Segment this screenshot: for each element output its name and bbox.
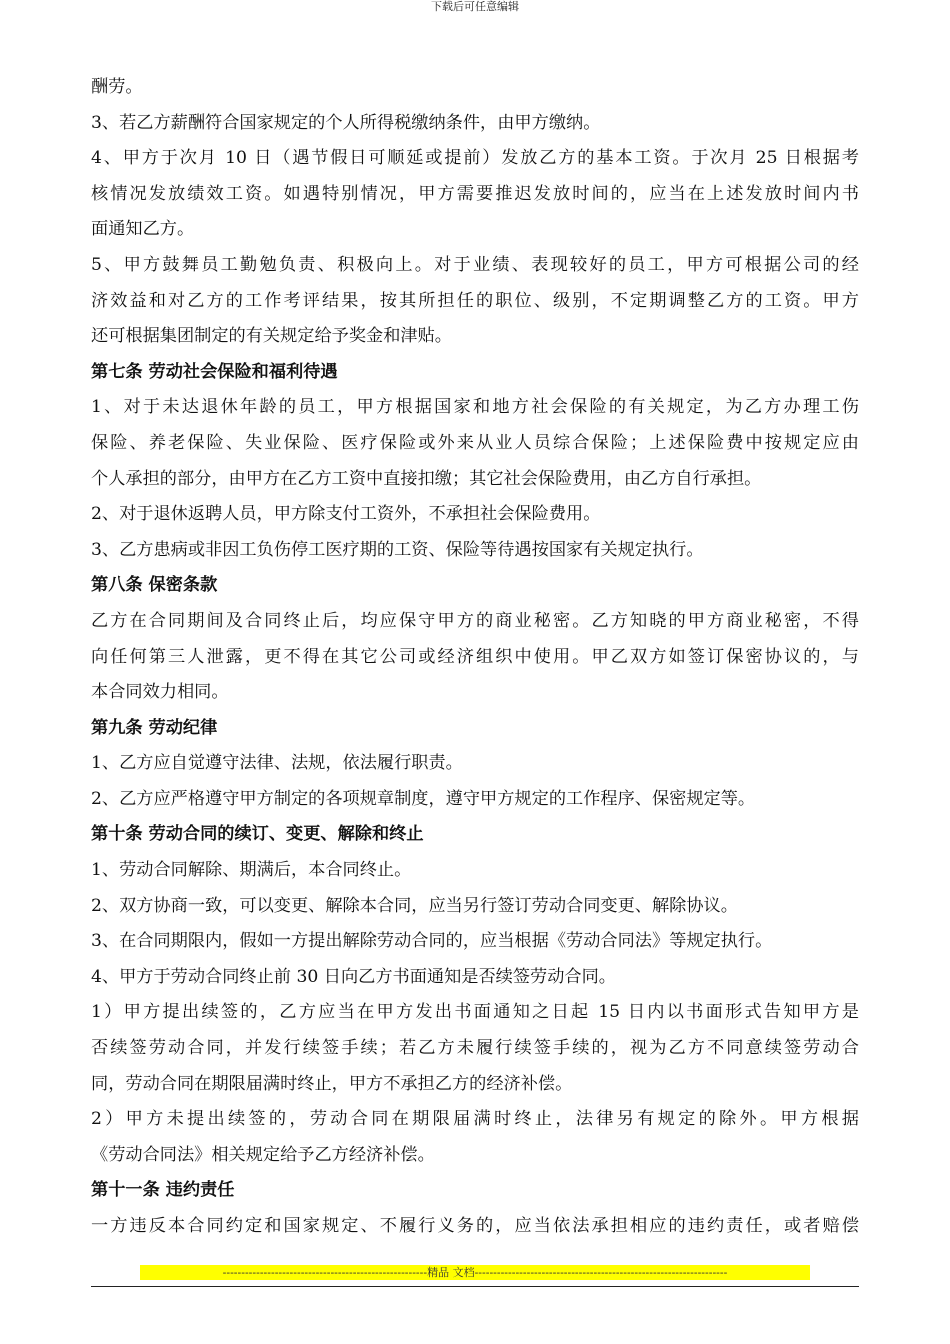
paragraph-line: 向任何第三人泄露，更不得在其它公司或经济组织中使用。甲乙双方如签订保密协议的，与: [91, 646, 859, 667]
paragraph-line: 保险、养老保险、失业保险、医疗保险或外来从业人员综合保险；上述保险费中按规定应由: [91, 432, 859, 453]
paragraph-line: 2、乙方应严格遵守甲方制定的各项规章制度，遵守甲方规定的工作程序、保密规定等。: [91, 788, 756, 809]
page-header-note: 下载后可任意编辑: [431, 0, 519, 13]
paragraph-line: 4、甲方于劳动合同终止前 30 日向乙方书面通知是否续签劳动合同。: [91, 966, 616, 987]
section-heading: 第七条 劳动社会保险和福利待遇: [91, 361, 338, 382]
paragraph-line: 乙方在合同期间及合同终止后，均应保守甲方的商业秘密。乙方知晓的甲方商业秘密，不得: [91, 610, 859, 631]
paragraph-line: 3、若乙方薪酬符合国家规定的个人所得税缴纳条件，由甲方缴纳。: [91, 112, 601, 133]
paragraph-line: 1、对于未达退休年龄的员工，甲方根据国家和地方社会保险的有关规定，为乙方办理工伤: [91, 397, 859, 418]
paragraph-line: 4、甲方于次月 10 日（遇节假日可顺延或提前）发放乙方的基本工资。于次月 25 日根据考: [91, 148, 859, 169]
paragraph-line: 2、双方协商一致，可以变更、解除本合同，应当另行签订劳动合同变更、解除协议。: [91, 895, 738, 916]
section-heading: 第十条 劳动合同的续订、变更、解除和终止: [91, 824, 424, 845]
paragraph-line: 本合同效力相同。: [91, 682, 229, 703]
footer-banner: -------------------------------------------------------精品 文档--------------------------------------------------------------------: [140, 1265, 810, 1280]
paragraph-line: 一方违反本合同约定和国家规定、不履行义务的，应当依法承担相应的违约责任，或者赔偿: [91, 1216, 859, 1236]
paragraph-line: 同，劳动合同在期限届满时终止，甲方不承担乙方的经济补偿。: [91, 1073, 573, 1094]
paragraph-line: 5、甲方鼓舞员工勤勉负责、积极向上。对于业绩、表现较好的员工，甲方可根据公司的经: [91, 254, 859, 275]
paragraph-line: 否续签劳动合同，并发行续签手续；若乙方未履行续签手续的，视为乙方不同意续签劳动合: [91, 1038, 859, 1059]
paragraph-line: 《劳动合同法》相关规定给予乙方经济补偿。: [91, 1144, 435, 1165]
paragraph-line: 1、乙方应自觉遵守法律、法规，依法履行职责。: [91, 753, 463, 774]
paragraph-line: 还可根据集团制定的有关规定给予奖金和津贴。: [91, 326, 452, 347]
document-body: [91, 70, 859, 1245]
paragraph-line: 3、乙方患病或非因工负伤停工医疗期的工资、保险等待遇按国家有关规定执行。: [91, 539, 704, 560]
paragraph-line: 个人承担的部分，由甲方在乙方工资中直接扣缴；其它社会保险费用，由乙方自行承担。: [91, 468, 762, 489]
paragraph-line: 济效益和对乙方的工作考评结果，按其所担任的职位、级别，不定期调整乙方的工资。甲方: [91, 290, 859, 311]
paragraph-line: 核情况发放绩效工资。如遇特别情况，甲方需要推迟发放时间的，应当在上述发放时间内书: [91, 183, 859, 204]
paragraph-line: 1）甲方提出续签的，乙方应当在甲方发出书面通知之日起 15 日内以书面形式告知甲方是: [91, 1002, 859, 1023]
footer-divider: [91, 1286, 859, 1287]
section-heading: 第八条 保密条款: [91, 575, 218, 596]
paragraph-line: 1、劳动合同解除、期满后，本合同终止。: [91, 860, 412, 881]
section-heading: 第十一条 违约责任: [91, 1180, 235, 1201]
paragraph-line: 酬劳。: [91, 77, 143, 97]
paragraph-line: 2）甲方未提出续签的，劳动合同在期限届满时终止，法律另有规定的除外。甲方根据: [91, 1109, 859, 1130]
paragraph-line: 2、对于退休返聘人员，甲方除支付工资外，不承担社会保险费用。: [91, 504, 601, 525]
section-heading: 第九条 劳动纪律: [91, 717, 218, 738]
paragraph-line: 3、在合同期限内，假如一方提出解除劳动合同的，应当根据《劳动合同法》等规定执行。: [91, 931, 773, 952]
paragraph-line: 面通知乙方。: [91, 219, 195, 240]
